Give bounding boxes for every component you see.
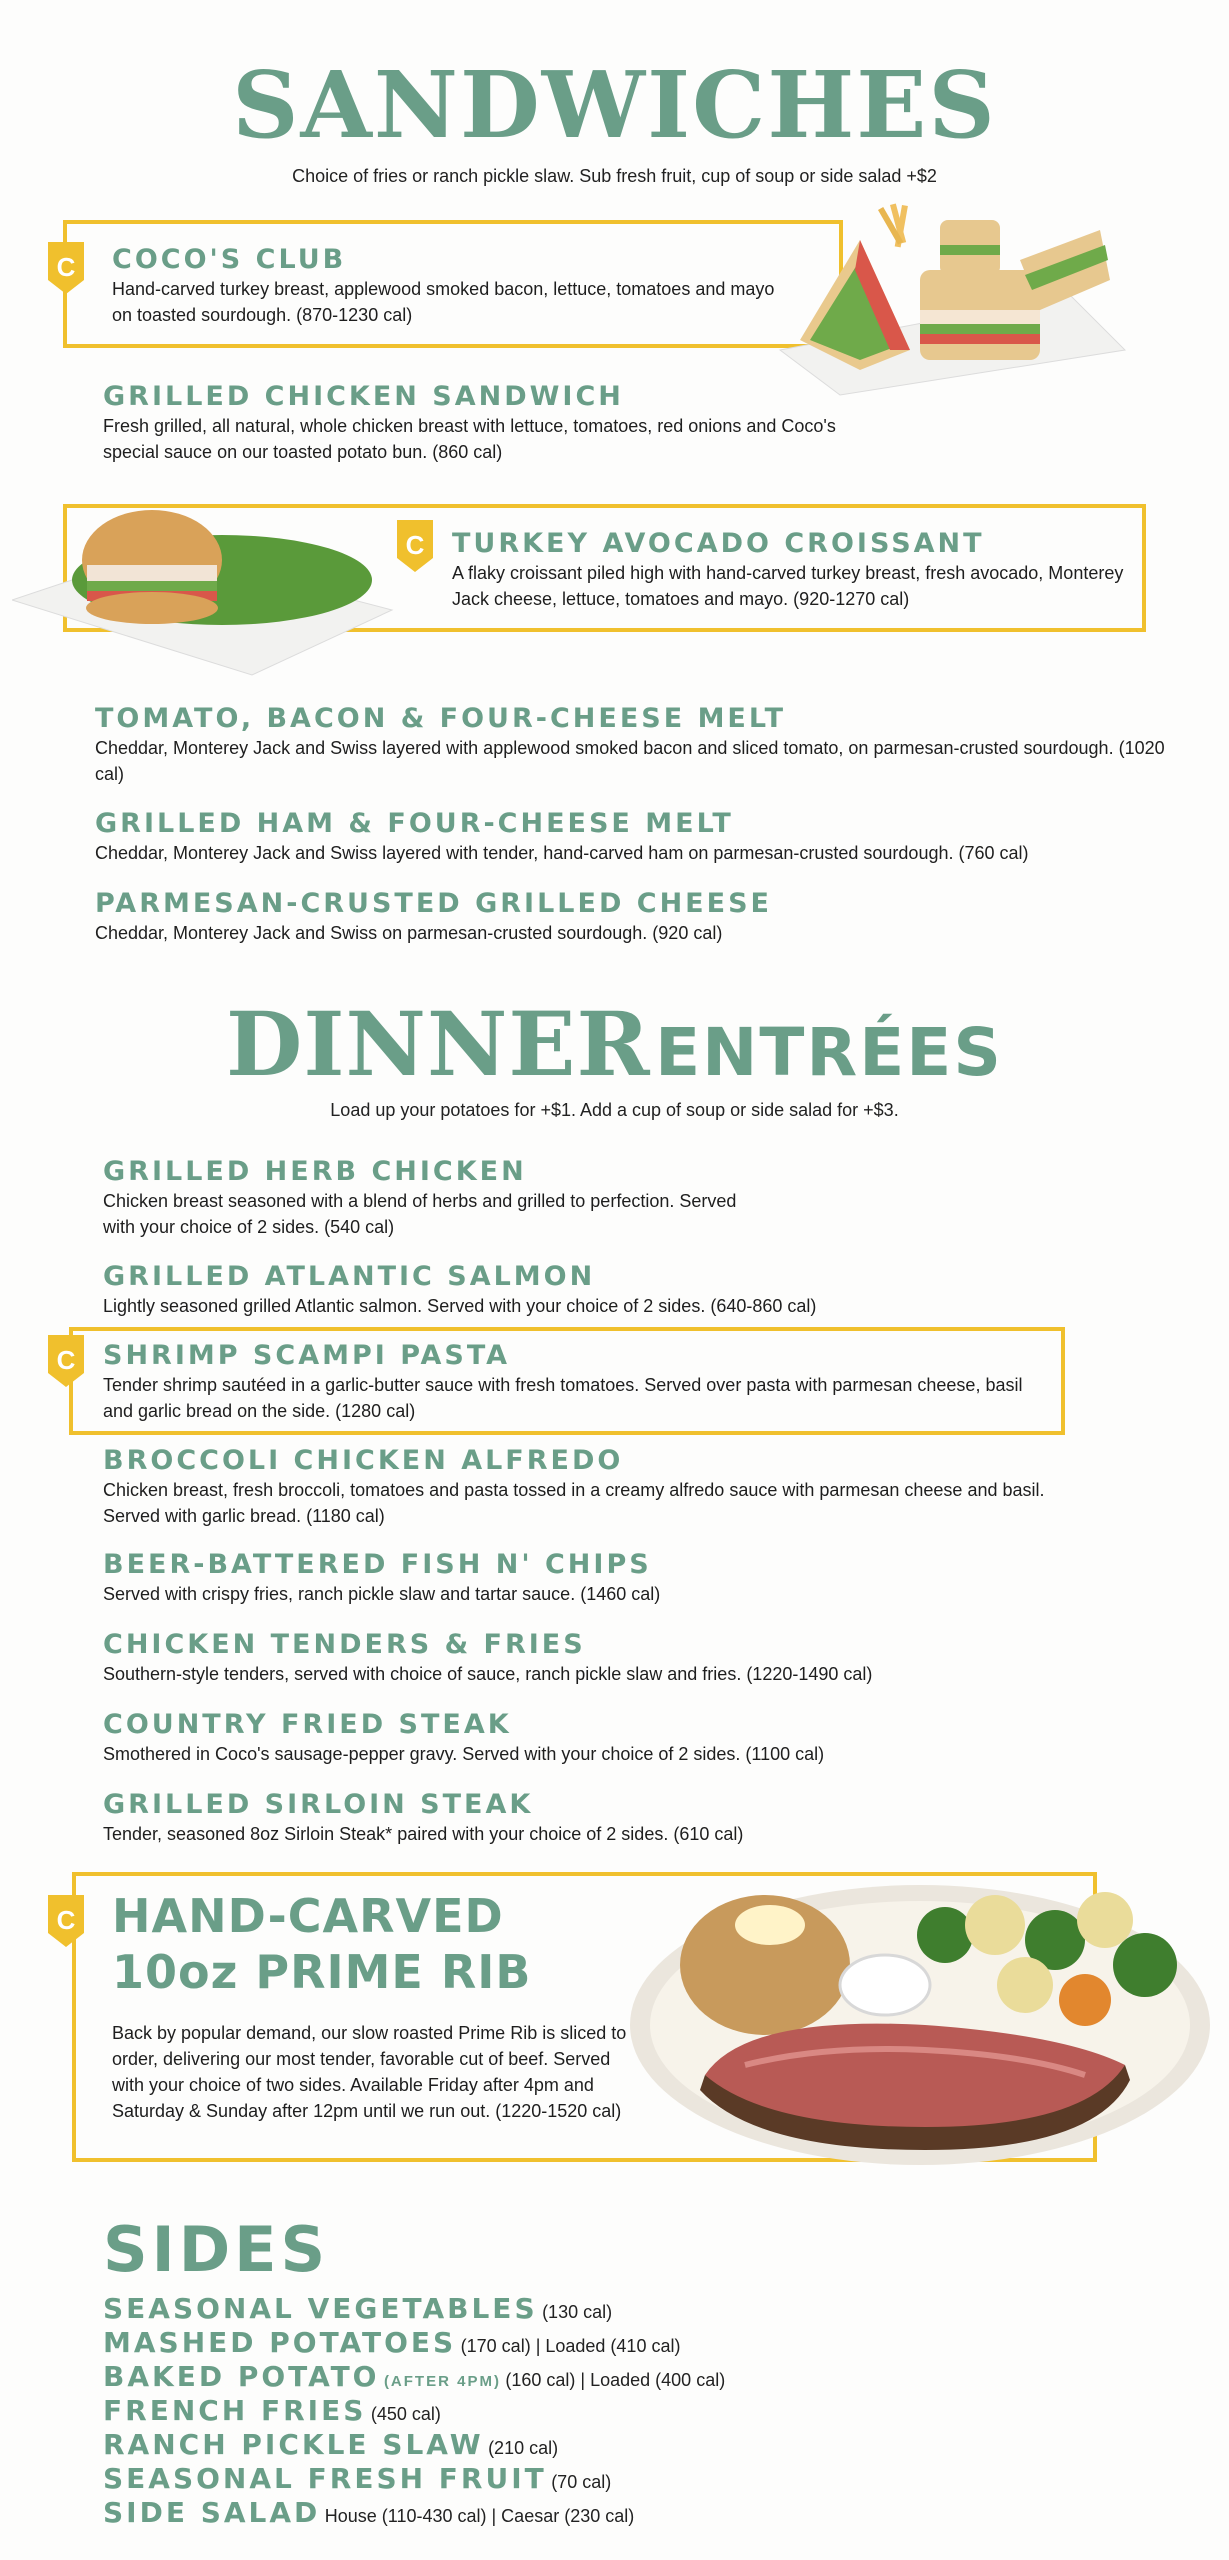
menu-item-country-fried-steak — [103, 1709, 1103, 1767]
item-desc: Lightly seasoned grilled Atlantic salmon. Served with your choice of 2 sides. (640-860 cal) — [103, 1296, 817, 1316]
prime-rib-title-line1: HAND-CARVED — [112, 1889, 504, 1943]
dinner-title — [0, 992, 1229, 1096]
coco-badge-icon — [44, 242, 88, 294]
side-name: SEASONAL VEGETABLES — [103, 2292, 538, 2325]
item-title: SHRIMP SCAMPI PASTA — [103, 1340, 511, 1371]
item-desc: Smothered in Coco's sausage-pepper gravy. Served with your choice of 2 sides. (1100 cal) — [103, 1744, 825, 1764]
club-sandwich-image — [770, 200, 1130, 400]
side-item-baked-potato — [103, 2360, 725, 2393]
side-name: BAKED POTATO — [103, 2360, 380, 2393]
side-name: RANCH PICKLE SLAW — [103, 2428, 484, 2461]
dinner-title-big: DINNER — [226, 992, 651, 1096]
item-title: GRILLED HERB CHICKEN — [103, 1156, 527, 1187]
sandwiches-title: SANDWICHES — [232, 51, 997, 159]
dinner-title-small: ENTRÉES — [655, 1014, 1003, 1091]
side-item-mashed-potatoes — [103, 2326, 680, 2359]
item-title: GRILLED SIRLOIN STEAK — [103, 1789, 534, 1820]
dinner-subtitle: Load up your potatoes for +$1. Add a cup of soup or side salad for +$3. — [330, 1100, 899, 1120]
item-title: BEER-BATTERED FISH N' CHIPS — [103, 1549, 652, 1580]
menu-item-atlantic-salmon — [103, 1261, 1103, 1319]
croissant-sandwich-image — [12, 490, 402, 680]
item-desc: Served with crispy fries, ranch pickle slaw and tartar sauce. (1460 cal) — [103, 1584, 661, 1604]
sandwiches-subtitle: Choice of fries or ranch pickle slaw. Sub fresh fruit, cup of soup or side salad +$2 — [292, 166, 937, 186]
item-desc: Southern-style tenders, served with choice of sauce, ranch pickle slaw and fries. (1220-1490 cal) — [103, 1664, 873, 1684]
svg-text:C: C — [56, 252, 76, 282]
side-note: (160 cal) | Loaded (400 cal) — [505, 2370, 726, 2390]
item-title: BROCCOLI CHICKEN ALFREDO — [103, 1445, 624, 1476]
prime-rib-plate-image — [625, 1865, 1215, 2170]
item-desc: Tender, seasoned 8oz Sirloin Steak* paired with your choice of 2 sides. (610 cal) — [103, 1824, 744, 1844]
svg-text:C: C — [56, 1345, 76, 1375]
coco-badge-icon — [44, 1895, 88, 1947]
menu-item-cocos-club — [112, 244, 792, 328]
item-title: PARMESAN-CRUSTED GRILLED CHEESE — [95, 888, 772, 919]
side-note: (450 cal) — [370, 2404, 441, 2424]
prime-rib-feature — [112, 1888, 632, 2124]
item-title: TURKEY AVOCADO CROISSANT — [452, 528, 985, 559]
item-title: GRILLED HAM & FOUR-CHEESE MELT — [95, 808, 734, 839]
side-item-seasonal-vegetables — [103, 2292, 612, 2325]
item-title: COUNTRY FRIED STEAK — [103, 1709, 512, 1740]
side-name: SIDE SALAD — [103, 2496, 321, 2529]
side-name: FRENCH FRIES — [103, 2394, 367, 2427]
side-item-seasonal-fresh-fruit — [103, 2462, 611, 2495]
item-desc: Hand-carved turkey breast, applewood smoked bacon, lettuce, tomatoes and mayo on toasted sourdough. (870-1230 cal) — [112, 279, 775, 325]
side-item-french-fries — [103, 2394, 441, 2427]
item-title: CHICKEN TENDERS & FRIES — [103, 1629, 586, 1660]
item-desc: Chicken breast seasoned with a blend of herbs and grilled to perfection. Served with your choice of 2 sides. (540 cal) — [103, 1191, 737, 1237]
item-title: TOMATO, BACON & FOUR-CHEESE MELT — [95, 703, 787, 734]
side-item-side-salad — [103, 2496, 634, 2529]
item-desc: Fresh grilled, all natural, whole chicken breast with lettuce, tomatoes, red onions and Coco's special sauce on our toasted potato bun. (860 cal) — [103, 416, 836, 462]
menu-item-shrimp-scampi — [103, 1340, 1053, 1424]
coco-badge-icon — [44, 1335, 88, 1387]
side-note: (210 cal) — [488, 2438, 559, 2458]
side-item-ranch-pickle-slaw — [103, 2428, 558, 2461]
prime-rib-desc: Back by popular demand, our slow roasted Prime Rib is sliced to order, delivering our most tender, favorable cut of beef. Served with your choice of two sides. Available Friday after 4pm and Saturday & Sunday after 12pm until we run out. (1220-1520 cal) — [112, 2023, 627, 2121]
menu-item-sirloin-steak — [103, 1789, 1103, 1847]
side-name: SEASONAL FRESH FRUIT — [103, 2462, 547, 2495]
item-desc: Cheddar, Monterey Jack and Swiss layered with applewood smoked bacon and sliced tomato, on parmesan-crusted sourdough. (1020 cal) — [95, 738, 1165, 784]
sides-title: SIDES — [103, 2213, 330, 2286]
side-name: MASHED POTATOES — [103, 2326, 457, 2359]
item-title: COCO'S CLUB — [112, 244, 347, 275]
menu-item-grilled-cheese — [95, 888, 1175, 946]
prime-rib-title-line2: 10oz PRIME RIB — [112, 1945, 532, 1999]
side-tag: (AFTER 4PM) — [383, 2373, 501, 2390]
side-note: (70 cal) — [551, 2472, 612, 2492]
item-desc: A flaky croissant piled high with hand-carved turkey breast, fresh avocado, Monterey Jack cheese, lettuce, tomatoes and mayo. (920-1270 cal) — [452, 563, 1124, 609]
svg-text:C: C — [405, 530, 425, 560]
svg-text:C: C — [56, 1905, 76, 1935]
menu-item-chicken-tenders — [103, 1629, 1103, 1687]
side-note: (130 cal) — [542, 2302, 613, 2322]
item-title: GRILLED ATLANTIC SALMON — [103, 1261, 596, 1292]
item-desc: Cheddar, Monterey Jack and Swiss on parmesan-crusted sourdough. (920 cal) — [95, 923, 723, 943]
item-desc: Chicken breast, fresh broccoli, tomatoes and pasta tossed in a creamy alfredo sauce with parmesan cheese and basil. Served with garlic bread. (1180 cal) — [103, 1480, 1045, 1526]
side-note: House (110-430 cal) | Caesar (230 cal) — [324, 2506, 635, 2526]
menu-item-fish-n-chips — [103, 1549, 1103, 1607]
menu-item-broccoli-alfredo — [103, 1445, 1083, 1529]
menu-item-ham-melt — [95, 808, 1205, 866]
coco-badge-icon — [393, 520, 437, 572]
menu-item-tomato-bacon-melt — [95, 703, 1175, 787]
menu-item-turkey-avocado-croissant — [452, 528, 1142, 612]
side-note: (170 cal) | Loaded (410 cal) — [460, 2336, 681, 2356]
item-desc: Cheddar, Monterey Jack and Swiss layered with tender, hand-carved ham on parmesan-crusted sourdough. (760 cal) — [95, 843, 1029, 863]
item-desc: Tender shrimp sautéed in a garlic-butter sauce with fresh tomatoes. Served over pasta with parmesan cheese, basil and garlic bread on the side. (1280 cal) — [103, 1375, 1023, 1421]
item-title: GRILLED CHICKEN SANDWICH — [103, 381, 624, 412]
menu-item-grilled-herb-chicken — [103, 1156, 883, 1240]
menu-item-grilled-chicken-sandwich — [103, 381, 883, 465]
